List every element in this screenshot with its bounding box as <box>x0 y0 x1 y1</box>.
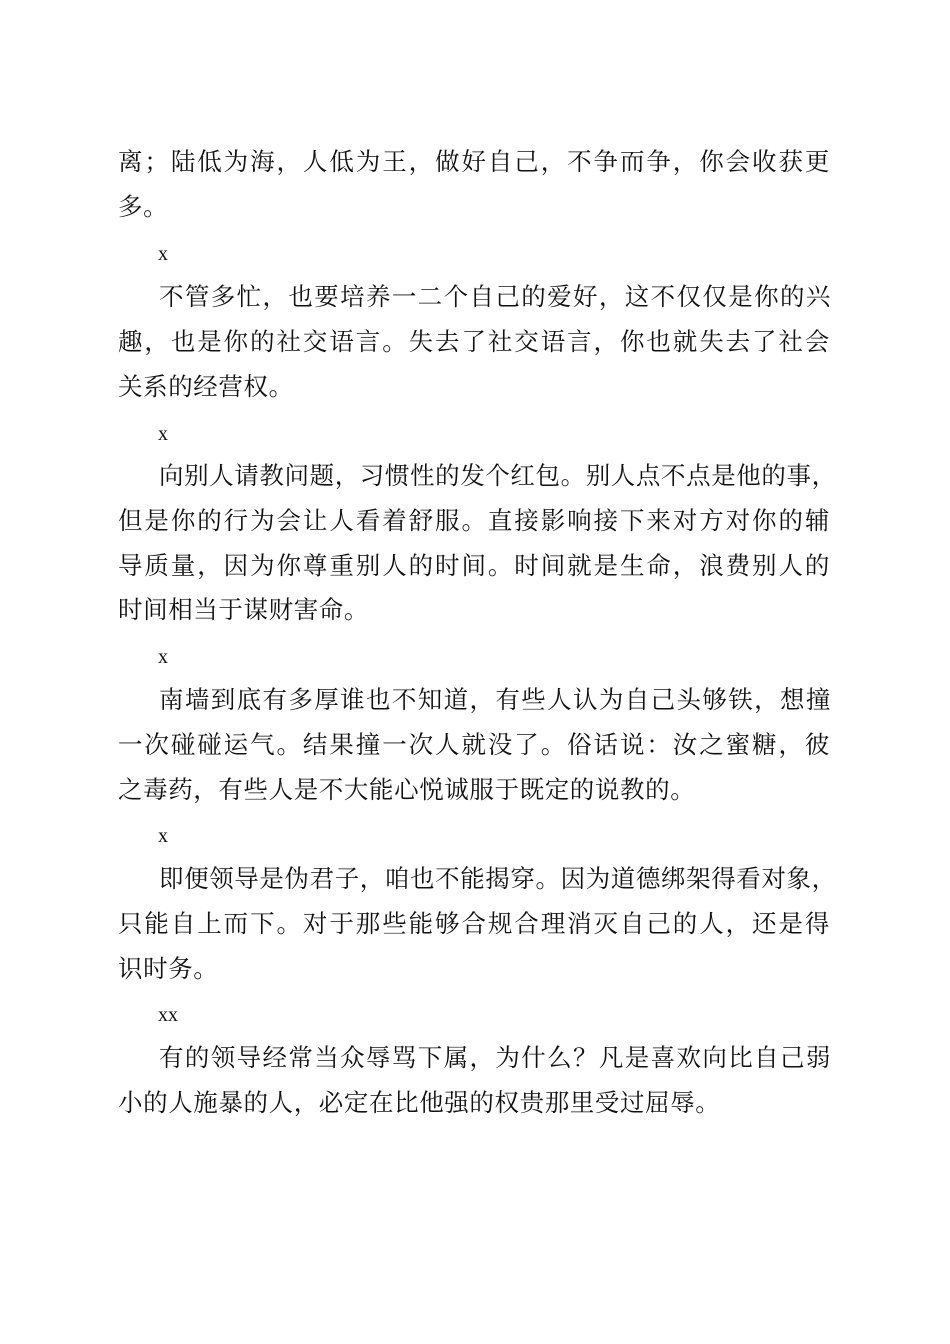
text-line: 导质量，因为你尊重别人的时间。时间就是生命，浪费别人的 <box>118 551 830 580</box>
text-line: 离；陆低为海，人低为王，做好自己，不争而争，你会收获更 <box>118 147 830 176</box>
text-line: 只能自上而下。对于那些能够合规合理消灭自己的人，还是得 <box>118 909 830 938</box>
text-line: 一次碰碰运气。结果撞一次人就没了。俗话说：汝之蜜糖，彼 <box>118 730 830 759</box>
section-separator: x <box>158 825 168 847</box>
text-line: 多。 <box>118 192 169 221</box>
text-line: 趣，也是你的社交语言。失去了社交语言，你也就失去了社会 <box>118 327 830 356</box>
text-line: 小的人施暴的人，必定在比他强的权贵那里受过屈辱。 <box>118 1088 721 1117</box>
text-line: 即便领导是伪君子，咱也不能揭穿。因为道德绑架得看对象， <box>159 864 837 893</box>
text-line: 关系的经营权。 <box>118 372 294 401</box>
text-line: 之毒药，有些人是不大能心悦诚服于既定的说教的。 <box>118 775 696 804</box>
section-separator: x <box>158 423 168 445</box>
text-line: 有的领导经常当众辱骂下属，为什么？凡是喜欢向比自己弱 <box>159 1043 831 1072</box>
text-line: 但是你的行为会让人看着舒服。直接影响接下来对方对你的辅 <box>118 506 830 535</box>
text-line: 南墙到底有多厚谁也不知道，有些人认为自己头够铁，想撞 <box>159 685 831 714</box>
text-line: 向别人请教问题，习惯性的发个红包。别人点不点是他的事， <box>159 461 837 490</box>
section-separator: x <box>158 646 168 668</box>
section-separator: xx <box>158 1004 178 1026</box>
text-line: 不管多忙，也要培养一二个自己的爱好，这不仅仅是你的兴 <box>159 282 831 311</box>
text-line: 时间相当于谋财害命。 <box>118 595 369 624</box>
text-line: 识时务。 <box>118 954 219 983</box>
section-separator: x <box>158 243 168 265</box>
